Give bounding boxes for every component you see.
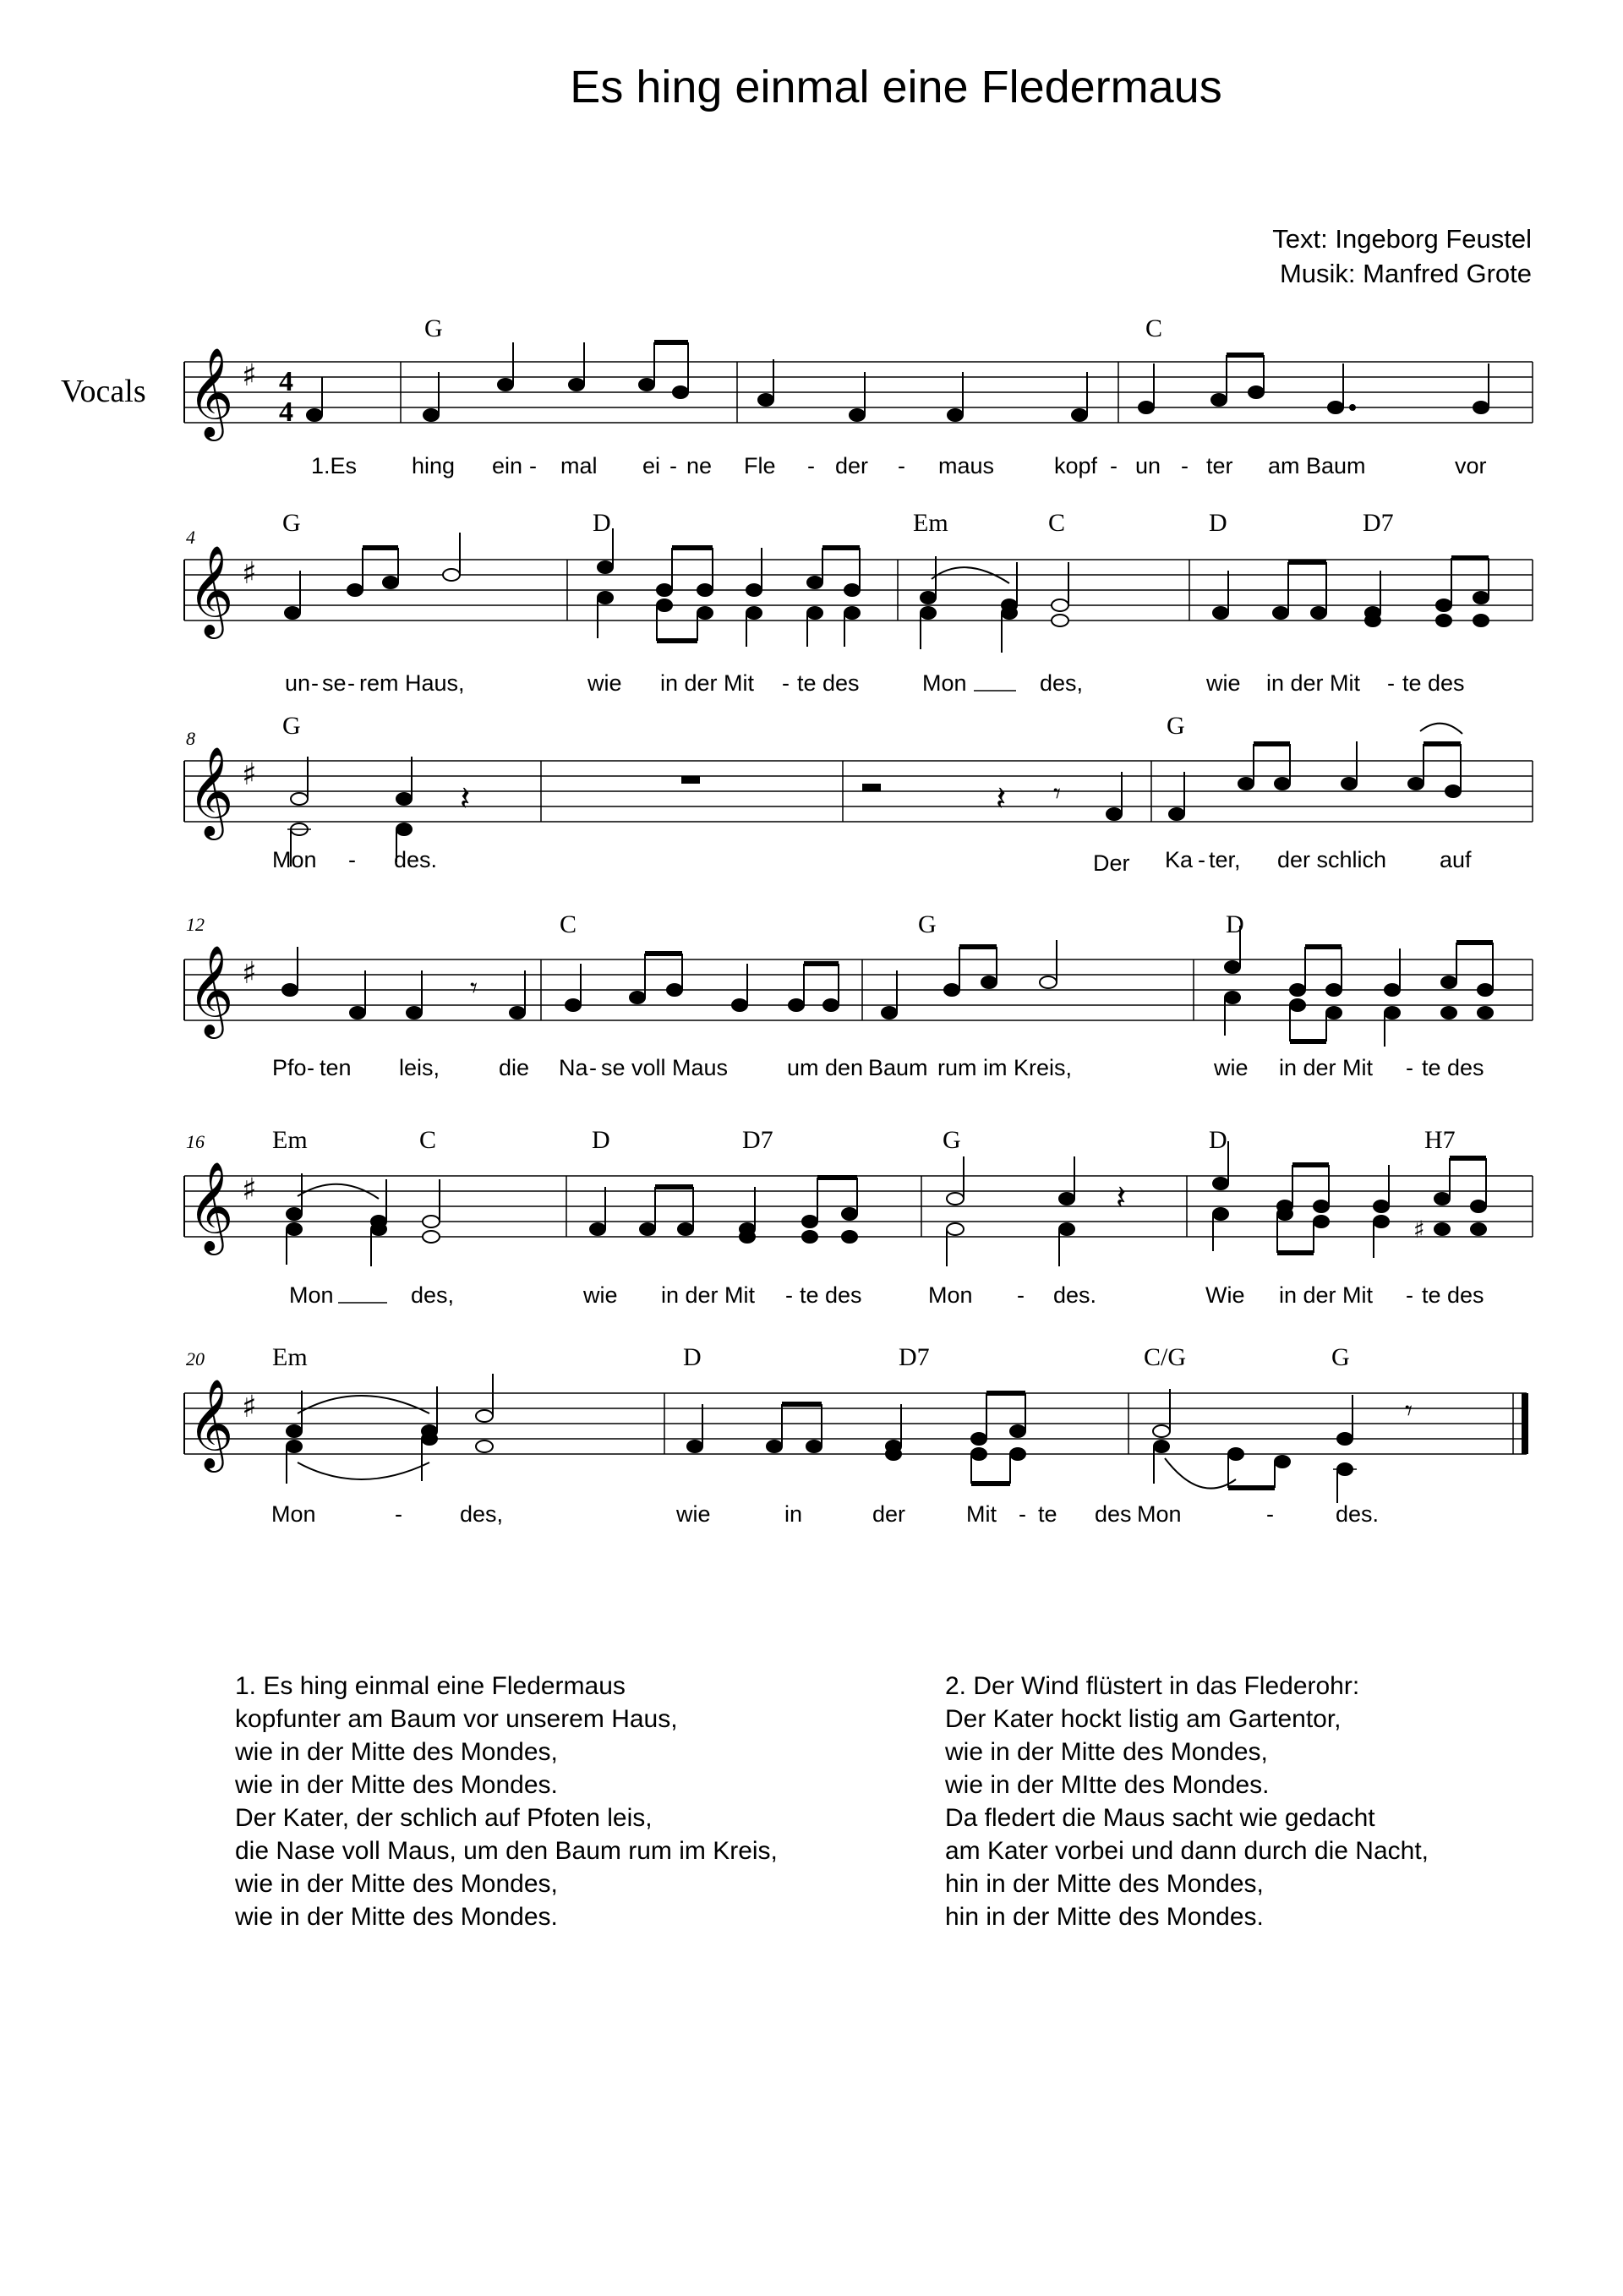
lyric-syllable: Mon bbox=[272, 847, 317, 872]
sharp-key-signature-icon: ♯ bbox=[242, 358, 257, 393]
chord-symbol: H7 bbox=[1424, 1126, 1456, 1154]
chord-symbol: D bbox=[1209, 509, 1227, 537]
chord-symbol: D bbox=[592, 1126, 610, 1154]
chord-symbol: D bbox=[1226, 910, 1244, 938]
lyric-syllable: te bbox=[1038, 1501, 1057, 1527]
chord-symbol: Em bbox=[272, 1343, 308, 1371]
lyric-syllable: kopf bbox=[1054, 453, 1098, 478]
chord-symbol: G bbox=[918, 910, 937, 938]
sharp-key-signature-icon: ♯ bbox=[242, 956, 257, 991]
verse-line: 2. Der Wind flüstert in das Flederohr: bbox=[945, 1672, 1360, 1700]
treble-clef-icon: 𝄞 bbox=[188, 1378, 234, 1468]
verse-line: kopfunter am Baum vor unserem Haus, bbox=[235, 1705, 678, 1733]
staff-system-3 bbox=[184, 712, 1533, 876]
lyric-syllable: Baum bbox=[868, 1055, 928, 1080]
staff-lines bbox=[184, 761, 1533, 822]
eighth-rest-icon: 𝄾 bbox=[1053, 777, 1062, 811]
treble-clef-icon: 𝄞 bbox=[188, 347, 234, 437]
lyric-syllable: vor bbox=[1455, 453, 1487, 478]
verse-line: wie in der MItte des Mondes. bbox=[945, 1771, 1270, 1799]
chord-symbols bbox=[272, 1126, 1456, 1154]
verse-line: wie in der Mitte des Mondes, bbox=[945, 1738, 1268, 1766]
measure-number: 16 bbox=[186, 1131, 205, 1152]
lyric-syllable: un bbox=[285, 670, 311, 696]
notes bbox=[282, 926, 1493, 1047]
chord-symbol: D7 bbox=[899, 1343, 930, 1371]
lyric-syllable: wie bbox=[583, 1282, 618, 1308]
lyric-syllable: Fle bbox=[744, 453, 776, 478]
song-title: Es hing einmal eine Fledermaus bbox=[570, 62, 1222, 112]
chord-symbols bbox=[560, 910, 1244, 938]
measure-number: 4 bbox=[186, 527, 195, 548]
measure-number: 20 bbox=[186, 1348, 205, 1369]
lyric-syllable: leis, bbox=[399, 1055, 440, 1080]
chord-symbol: D7 bbox=[742, 1126, 773, 1154]
lyric-syllable: maus bbox=[938, 453, 995, 478]
lyric-syllable: in bbox=[784, 1501, 803, 1527]
lyric-syllable: um den bbox=[787, 1055, 864, 1080]
lyric-syllable: Mon bbox=[928, 1282, 973, 1308]
verse-line: Der Kater hockt listig am Gartentor, bbox=[945, 1705, 1342, 1733]
lyric-syllable: Mon bbox=[271, 1501, 316, 1527]
treble-clef-icon: 𝄞 bbox=[188, 1161, 234, 1251]
chord-symbols bbox=[282, 509, 1394, 537]
measure-number: 12 bbox=[186, 914, 205, 935]
chord-symbol: D bbox=[683, 1343, 702, 1371]
chord-symbol: G bbox=[282, 509, 301, 537]
lyric-syllable: - bbox=[1017, 1282, 1025, 1308]
lyric-syllable: ter, bbox=[1209, 847, 1241, 872]
chord-symbols bbox=[272, 1343, 1350, 1371]
lyric-syllable: - bbox=[1406, 1055, 1413, 1080]
verse-line: Da fledert die Maus sacht wie gedacht bbox=[945, 1804, 1375, 1832]
verse-line: Der Kater, der schlich auf Pfoten leis, bbox=[235, 1804, 653, 1832]
lyric-syllable: des, bbox=[1040, 670, 1084, 696]
chord-symbols bbox=[424, 314, 1162, 342]
verse-line: wie in der Mitte des Mondes. bbox=[235, 1771, 558, 1799]
lyric-syllable: - bbox=[529, 453, 537, 478]
lyric-syllable: in der Mit bbox=[661, 1282, 756, 1308]
quarter-rest-icon: 𝄽 bbox=[1116, 1178, 1127, 1217]
lyric-syllables bbox=[272, 1055, 1484, 1080]
lyric-syllable: - bbox=[1110, 453, 1118, 478]
chord-symbol: G bbox=[424, 314, 443, 342]
lyric-syllable: - bbox=[395, 1501, 402, 1527]
staff-system-6 bbox=[184, 1343, 1528, 1527]
lyric-syllable: - bbox=[1181, 453, 1189, 478]
lyric-syllable: - bbox=[1266, 1501, 1274, 1527]
lyric-syllable: te des bbox=[797, 670, 860, 696]
notes bbox=[287, 724, 1462, 866]
verse-line: wie in der Mitte des Mondes, bbox=[235, 1738, 558, 1766]
notes bbox=[307, 342, 1489, 421]
lyric-syllable: des. bbox=[394, 847, 438, 872]
chord-symbol: C bbox=[419, 1126, 437, 1154]
final-barline-thick bbox=[1522, 1393, 1528, 1454]
lyric-syllable: mal bbox=[560, 453, 598, 478]
lyric-syllable: - bbox=[807, 453, 815, 478]
lyric-syllable: - bbox=[785, 1282, 793, 1308]
lyric-syllable: Mon bbox=[922, 670, 967, 696]
lyric-syllable: 1.Es bbox=[311, 453, 358, 478]
lyric-syllable: des, bbox=[460, 1501, 504, 1527]
lyric-syllable: ei bbox=[642, 453, 661, 478]
lyric-syllables bbox=[311, 453, 1487, 478]
lyric-syllable: am Baum bbox=[1268, 453, 1366, 478]
lyric-syllable: Ka bbox=[1165, 847, 1194, 872]
sharp-accidental-icon: ♯ bbox=[1413, 1216, 1425, 1244]
lyric-syllable: Mon bbox=[1137, 1501, 1182, 1527]
chord-symbol: C bbox=[1145, 314, 1163, 342]
staff-lines bbox=[184, 1393, 1527, 1454]
lyric-syllable: des. bbox=[1336, 1501, 1380, 1527]
lyric-syllable: des, bbox=[411, 1282, 455, 1308]
verse-line: die Nase voll Maus, um den Baum rum im Kreis, bbox=[235, 1837, 778, 1865]
lyric-syllable: - bbox=[1406, 1282, 1413, 1308]
lyric-syllable: te des bbox=[1402, 670, 1465, 696]
chord-symbol: C bbox=[1048, 509, 1066, 537]
lyric-syllable: der bbox=[872, 1501, 906, 1527]
lyric-syllable: Der bbox=[1093, 850, 1130, 876]
lyric-syllable: Mon bbox=[289, 1282, 334, 1308]
instrument-label: Vocals bbox=[61, 374, 146, 409]
whole-rest-icon bbox=[681, 776, 700, 784]
lyric-syllable: - bbox=[589, 1055, 597, 1080]
lyric-syllable: Wie bbox=[1205, 1282, 1245, 1308]
chord-symbol: G bbox=[943, 1126, 961, 1154]
lyric-syllable: - bbox=[311, 670, 319, 696]
time-signature-bottom: 4 bbox=[279, 396, 293, 428]
composer-credit: Musik: Manfred Grote bbox=[1279, 259, 1532, 288]
lyric-syllable: wie bbox=[1206, 670, 1241, 696]
chord-symbols bbox=[282, 712, 1185, 740]
treble-clef-icon: 𝄞 bbox=[188, 944, 234, 1035]
chord-symbol: D7 bbox=[1363, 509, 1394, 537]
lyric-syllable: ein bbox=[492, 453, 523, 478]
verse-line: 1. Es hing einmal eine Fledermaus bbox=[235, 1672, 626, 1700]
lyric-syllable: se bbox=[322, 670, 347, 696]
verse-line: hin in der Mitte des Mondes. bbox=[945, 1903, 1264, 1931]
verse-line: wie in der Mitte des Mondes, bbox=[235, 1870, 558, 1898]
half-rest-icon bbox=[862, 784, 881, 791]
lyric-syllable: - bbox=[347, 670, 355, 696]
lyric-syllable: die bbox=[499, 1055, 530, 1080]
lyric-syllable: wie bbox=[587, 670, 622, 696]
sharp-key-signature-icon: ♯ bbox=[242, 757, 257, 792]
lyric-syllable: - bbox=[1019, 1501, 1026, 1527]
lyric-syllable: in der Mit bbox=[1279, 1055, 1374, 1080]
lyric-syllable: Pfo bbox=[272, 1055, 307, 1080]
lyric-syllable: in der Mit bbox=[1279, 1282, 1374, 1308]
quarter-rest-icon: 𝄽 bbox=[460, 779, 471, 818]
lyric-syllable: ter bbox=[1206, 453, 1233, 478]
lyric-syllable: rem Haus, bbox=[359, 670, 465, 696]
eighth-rest-icon: 𝄾 bbox=[1405, 1394, 1413, 1428]
staff-system-4 bbox=[184, 910, 1533, 1080]
lyric-syllable: ten bbox=[320, 1055, 352, 1080]
lyric-syllable: in der Mit bbox=[660, 670, 755, 696]
quarter-rest-icon: 𝄽 bbox=[996, 779, 1007, 818]
verse-block-2 bbox=[945, 1670, 1429, 1933]
staff-system-2 bbox=[184, 509, 1533, 696]
chord-symbol: G bbox=[1331, 1343, 1350, 1371]
lyric-syllable: - bbox=[782, 670, 790, 696]
lyric-syllable: te des bbox=[800, 1282, 862, 1308]
lyric-syllable: un bbox=[1135, 453, 1161, 478]
lyric-syllable: wie bbox=[1214, 1055, 1249, 1080]
lyric-syllable: rum im Kreis, bbox=[937, 1055, 1073, 1080]
chord-symbol: G bbox=[282, 712, 301, 740]
chord-symbol: Em bbox=[913, 509, 948, 537]
lyric-syllable: in der Mit bbox=[1266, 670, 1361, 696]
chord-symbol: D bbox=[593, 509, 611, 537]
lyric-syllable: des. bbox=[1053, 1282, 1097, 1308]
chord-symbol: C bbox=[560, 910, 577, 938]
sharp-key-signature-icon: ♯ bbox=[242, 1173, 257, 1207]
staff-system-5 bbox=[184, 1126, 1533, 1308]
lyric-syllables bbox=[272, 847, 1472, 876]
chord-symbol: C/G bbox=[1144, 1343, 1187, 1371]
chord-symbol: D bbox=[1209, 1126, 1227, 1154]
lyric-syllable: der schlich bbox=[1277, 847, 1387, 872]
lyric-syllable: ne bbox=[686, 453, 713, 478]
lyric-syllable: se voll Maus bbox=[601, 1055, 729, 1080]
lyric-syllable: des bbox=[1095, 1501, 1132, 1527]
chord-symbol: G bbox=[1167, 712, 1185, 740]
sharp-key-signature-icon: ♯ bbox=[242, 1390, 257, 1424]
sharp-key-signature-icon: ♯ bbox=[242, 556, 257, 591]
lyric-syllable: - bbox=[307, 1055, 314, 1080]
lyric-syllable: - bbox=[898, 453, 905, 478]
lyric-syllable: - bbox=[348, 847, 356, 872]
measure-number: 8 bbox=[186, 728, 195, 749]
lyric-syllable: Na bbox=[559, 1055, 588, 1080]
lyric-syllable: wie bbox=[676, 1501, 711, 1527]
lyric-syllable: te des bbox=[1422, 1282, 1484, 1308]
chord-symbol: Em bbox=[272, 1126, 308, 1154]
staff-system-1 bbox=[184, 314, 1533, 478]
lyric-syllable: hing bbox=[412, 453, 456, 478]
lyric-syllables bbox=[271, 1501, 1379, 1527]
eighth-rest-icon: 𝄾 bbox=[470, 971, 478, 1005]
lyric-syllable: te des bbox=[1422, 1055, 1484, 1080]
lyric-syllable: Mit bbox=[966, 1501, 997, 1527]
verse-block-1 bbox=[235, 1670, 778, 1933]
time-signature-top: 4 bbox=[279, 366, 293, 397]
lyric-syllables bbox=[289, 1282, 1484, 1308]
lyric-syllables bbox=[285, 670, 1465, 696]
lyric-syllable: - bbox=[1387, 670, 1395, 696]
lyric-syllable: - bbox=[669, 453, 677, 478]
verse-line: hin in der Mitte des Mondes, bbox=[945, 1870, 1264, 1898]
notes bbox=[287, 1141, 1486, 1266]
treble-clef-icon: 𝄞 bbox=[188, 544, 234, 635]
treble-clef-icon: 𝄞 bbox=[188, 746, 234, 836]
verse-line: wie in der Mitte des Mondes. bbox=[235, 1903, 558, 1931]
lyric-syllable: - bbox=[1198, 847, 1205, 872]
lyricist-credit: Text: Ingeborg Feustel bbox=[1272, 224, 1532, 254]
lyric-syllable: der bbox=[835, 453, 869, 478]
verse-line: am Kater vorbei und dann durch die Nacht, bbox=[945, 1837, 1429, 1865]
lyric-syllable: auf bbox=[1440, 847, 1472, 872]
